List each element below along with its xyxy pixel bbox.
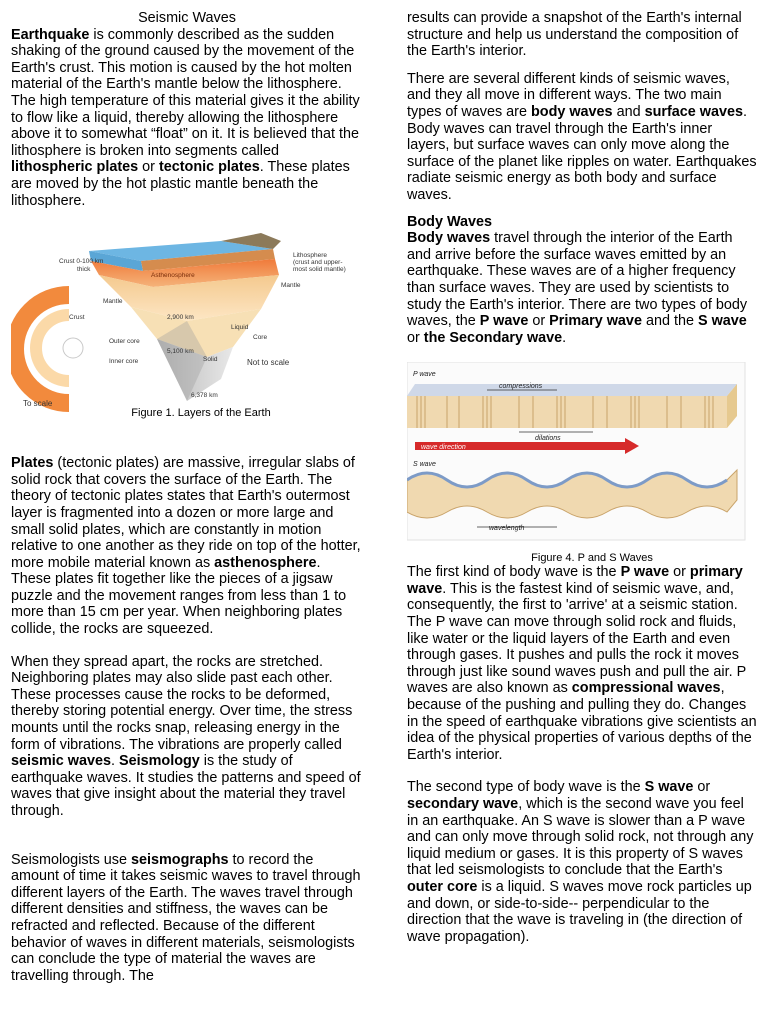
label-to-scale: To scale: [23, 399, 53, 409]
bold-term: Earthquake: [11, 26, 90, 43]
label-mantle-left: Mantle: [103, 298, 123, 306]
bold-term: Primary wave: [549, 313, 642, 330]
label-asthenosphere: Asthenosphere: [151, 272, 195, 280]
bold-term: primary wave: [407, 564, 743, 597]
label-solid: Solid: [203, 356, 218, 364]
label-5100km: 5,100 km: [167, 348, 194, 356]
label-liquid: Liquid: [231, 324, 249, 332]
label-wave-direction: wave direction: [421, 444, 466, 452]
bold-term: lithospheric plates: [11, 159, 139, 176]
label-crust-thickness: Crust 0-100 km: [59, 258, 104, 266]
label-wavelength: wavelength: [489, 525, 525, 533]
heading-body-waves: Body Waves: [407, 213, 493, 230]
bold-term: S wave: [644, 779, 694, 796]
label-lithosphere-2: (crust and upper-: [293, 259, 343, 267]
label-6378km: 6,378 km: [191, 392, 218, 400]
label-not-to-scale: Not to scale: [247, 358, 290, 368]
bold-term: surface waves: [644, 103, 743, 120]
bold-term: compressional waves: [571, 680, 721, 697]
bold-term: outer core: [407, 878, 478, 895]
bold-term: Plates: [11, 455, 54, 472]
bold-term: S wave: [697, 313, 747, 330]
bold-term: asthenosphere: [214, 554, 317, 571]
label-compressions: compressions: [499, 383, 543, 391]
paragraph-s-wave: The second type of body wave is the S wave or secondary wave, which is the second wave you feel in an earthquake. An S wave is slower than a P wave and can only move through solid rock, not through any liquid medium or gases. It is this property of S waves that led seismologists to conclude that the Earth's outer core is a liquid. S waves move rock particles up and down, or side-to-side-- perpendicular to the direction that the wave is traveling in (the direction of wave propagation).: [407, 779, 754, 945]
paragraph-seismographs: Seismologists use seismographs to record the amount of time it takes seismic waves to travel through different layers of the Earth. The waves travel through different densities and stiffness, the waves can be refracted and reflected. Because of the different behavior of waves in different materials, seismologists can conclude the type of material the waves are travelling through. The: [11, 851, 361, 984]
p-s-waves-diagram: [407, 362, 757, 562]
bold-term: P wave: [620, 564, 670, 581]
bold-term: secondary wave: [407, 796, 519, 812]
figure-4-caption: Figure 4. P and S Waves: [531, 552, 653, 565]
bold-term: the Secondary wave: [423, 329, 563, 346]
bold-term: P wave: [479, 313, 529, 330]
label-s-wave: S wave: [413, 461, 436, 469]
bold-term: Body waves: [407, 230, 491, 247]
bold-term: seismographs: [130, 851, 229, 868]
paragraph-body-waves: Body waves travel through the interior of the Earth and arrive before the surface waves emitted by an earthquake. These waves are of a higher frequency than surface waves. They are used by scientists to study the Earth's interior. There are two types of body waves, the P wave or Primary wave and the S wave or the Secondary wave.: [407, 230, 748, 346]
paragraph-kinds-of-waves: There are several different kinds of seismic waves, and they all move in different ways. The two main types of waves are body waves and surface waves. Body waves can travel through the Earth's inner layers, but surface waves can only move along the surface of the planet like ripples on water. Earthquakes radiate seismic energy as both body and surface waves.: [407, 70, 757, 203]
paragraph-earthquake: Earthquake is commonly described as the sudden shaking of the ground caused by the movement of the Earth's crust. This motion is caused by the hot molten material of the Earth's mantle below the lithosphere. The high temperature of this material gives it the ability to flow like a liquid, thereby allowing the lithosphere above it to somewhat “float” on it. It is believed that the lithosphere is broken into segments called lithospheric plates or tectonic plates. These plates are moved by the hot plastic mantle beneath the lithosphere.: [11, 26, 360, 209]
figure-1-caption: Figure 1. Layers of the Earth: [131, 407, 271, 420]
paragraph-seismic-waves: When they spread apart, the rocks are stretched. Neighboring plates may also slide past each other. These processes cause the rocks to be deformed, thereby storing potential energy. Over time, the stress mounts until the rocks snap, releasing energy in the form of vibrations. The vibrations are properly called seismic waves. Seismology is the study of earthquake waves. It studies the patterns and speed of waves that give insight about the material they travel through.: [11, 653, 361, 819]
left-column: [11, 10, 363, 984]
figure-earth-layers: [11, 229, 363, 445]
label-inner-core: Inner core: [109, 358, 139, 366]
bold-term: body waves: [530, 103, 613, 120]
page-title: Seismic Waves: [138, 10, 236, 26]
label-lithosphere-3: most solid mantle): [293, 266, 346, 274]
label-mantle-right: Mantle: [281, 282, 301, 290]
bold-term: tectonic plates: [158, 159, 260, 176]
label-core: Core: [253, 334, 268, 342]
label-lithosphere: Lithosphere: [293, 252, 327, 260]
label-crust: Crust: [69, 314, 85, 322]
label-dilations: dilations: [535, 435, 561, 443]
earth-layers-diagram: [11, 229, 363, 429]
label-outer-core: Outer core: [109, 338, 140, 346]
bold-term: seismic waves: [11, 753, 112, 770]
label-2900km: 2,900 km: [167, 314, 194, 322]
paragraph-p-wave: The first kind of body wave is the P wave or primary wave. This is the fastest kind of seismic wave, and, consequently, the first to 'arrive' at a seismic station. The P wave can move through solid rock and fluids, like water or the liquid layers of the Earth and even through gases. It pushes and pulls the rock it moves through just like sound waves push and pull the air. P waves are also known as compressional waves, because of the pushing and pulling they do. Changes in the speed of earthquake vibrations give scientists an idea of the physical properties of various depths of the Earth's interior.: [407, 564, 757, 763]
label-thick: thick: [77, 266, 91, 274]
paragraph-results: results can provide a snapshot of the Earth's internal structure and help us understand the composition of the Earth's interior.: [407, 10, 742, 60]
bold-term: Seismology: [119, 753, 200, 770]
right-column: [407, 10, 757, 945]
paragraph-plates: Plates (tectonic plates) are massive, irregular slabs of solid rock that covers the surface of the Earth. The theory of tectonic plates states that Earth's outermost layer is fragmented into a dozen or more large and small solid plates, which are constantly in motion relative to one another as they ride on top of the hotter, more mobile material known as asthenosphere. These plates fit together like the pieces of a jigsaw puzzle and the movement ranges from less than 1 to more than 15 cm per year. When neighboring plates collide, the rocks are squeezed.: [11, 455, 361, 638]
label-p-wave: P wave: [413, 371, 436, 379]
